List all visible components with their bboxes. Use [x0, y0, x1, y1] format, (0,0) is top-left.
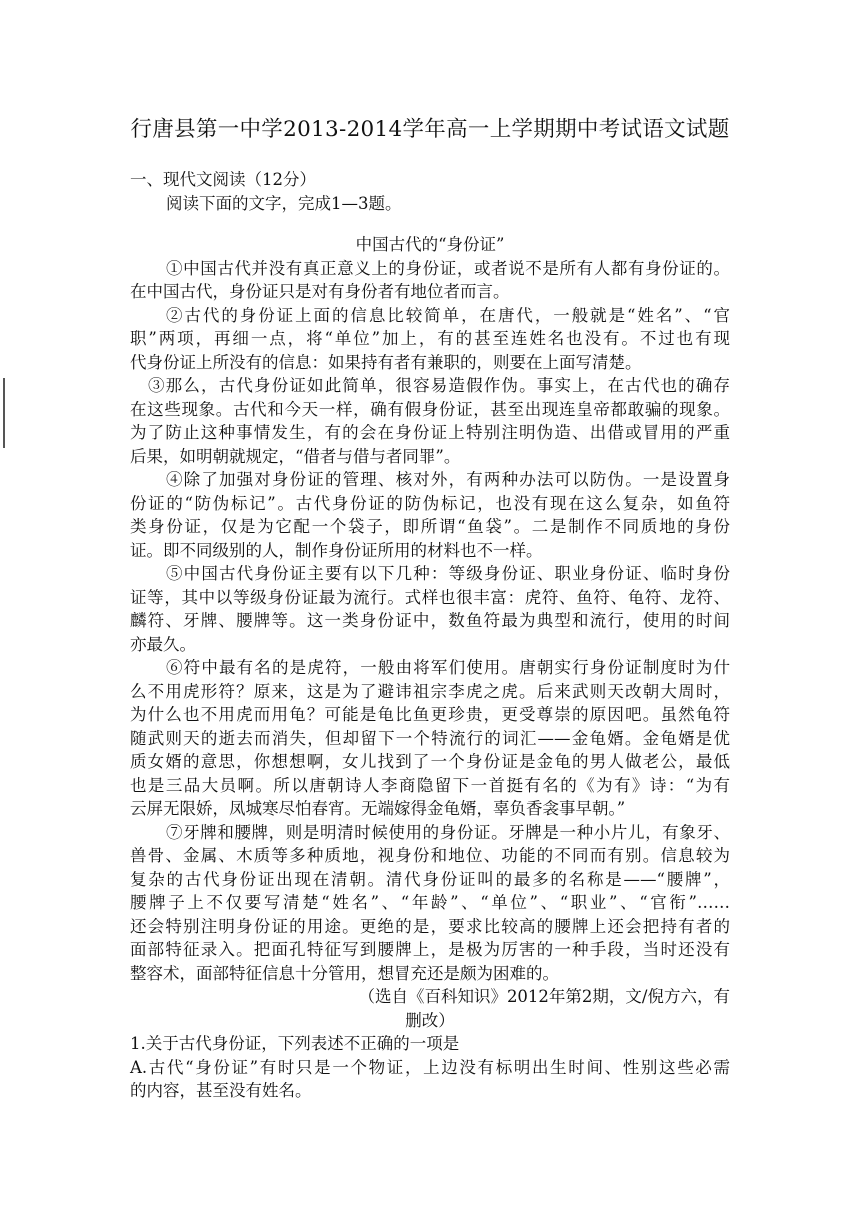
paragraph-line: 份证的“防伪标记”。古代身份证的防伪标记，也没有现在这么复杂，如鱼符 — [130, 493, 730, 513]
margin-mark — [3, 378, 5, 448]
article-source-cont: 删改） — [405, 1010, 455, 1030]
paragraph-line: 为了防止这种事情发生，有的会在身份证上特别注明伪造、出借或冒用的严重 — [130, 423, 730, 442]
paragraph-line: 职”两项，再细一点，将“单位”加上，有的甚至连姓名也没有。不过也有现 — [130, 329, 730, 348]
document-body — [130, 168, 730, 1103]
paragraph-line: 类身份证，仅是为它配一个袋子，即所谓“鱼袋”。二是制作不同质地的身份 — [130, 517, 730, 536]
paragraph-line: 在这些现象。古代和今天一样，确有假身份证，甚至出现连皇帝都敢骗的现象。 — [130, 399, 730, 419]
paragraph-line: 证。即不同级别的人，制作身份证所用的材料也不一样。 — [130, 540, 543, 560]
paragraph-line: ⑦牙牌和腰牌，则是明清时候使用的身份证。牙牌是一种小片儿，有象牙、 — [166, 822, 730, 842]
paragraph-line: 证等，其中以等级身份证最为流行。式样也很丰富：虎符、鱼符、龟符、龙符、 — [130, 587, 730, 607]
paragraph-line: ②古代的身份证上面的信息比较简单，在唐代，一般就是“姓名”、“官 — [166, 305, 730, 325]
article-title: 中国古代的“身份证” — [355, 235, 505, 254]
paragraph-line: 复杂的古代身份证出现在清朝。清代身份证叫的最多的名称是——“腰牌”， — [130, 869, 730, 889]
option-a: A.古代“身份证”有时只是一个物证，上边没有标明出生时间、性别这些必需 — [130, 1057, 730, 1077]
paragraph-line: ④除了加强对身份证的管理、核对外，有两种办法可以防伪。一是设置身 — [166, 470, 730, 489]
paragraph-line: 为什么也不用虎而用龟？可能是龟比鱼更珍贵，更受尊崇的原因吧。虽然龟符 — [130, 705, 730, 724]
paragraph-line: 代身份证上所没有的信息：如果持有者有兼职的，则要在上面写清楚。 — [130, 352, 642, 372]
paragraph-line: 也是三品大员啊。所以唐朝诗人李商隐留下一首挺有名的《为有》诗：“为有 — [130, 775, 730, 795]
section-instruction: 阅读下面的文字，完成1—3题。 — [166, 193, 402, 213]
paragraph-line: 后果，如明朝就规定，“借者与借与者同罪”。 — [130, 446, 461, 466]
paragraph-line: ①中国古代并没有真正意义上的身份证，或者说不是所有人都有身份证的。 — [166, 258, 730, 278]
section-heading: 一、现代文阅读（12分） — [130, 170, 316, 189]
option-a-cont: 的内容，甚至没有姓名。 — [130, 1081, 312, 1100]
paragraph-line: ③那么，古代身份证如此简单，很容易造假作伪。事实上，在古代也的确存 — [148, 376, 730, 395]
paragraph-line: 亦最久。 — [130, 634, 196, 654]
paragraph-line: 腰牌子上不仅要写清楚“姓名”、“年龄”、“单位”、“职业”、“官衔”…… — [130, 893, 730, 912]
paragraph-line: 在中国古代，身份证只是对有身份者有地位者而言。 — [130, 282, 510, 301]
article-source: （选自《百科知识》2012年第2期，文/倪方六，有 — [358, 987, 730, 1006]
page-title: 行唐县第一中学2013-2014学年高一上学期期中考试语文试题 — [130, 117, 730, 142]
paragraph-line: 么不用虎形符？原来，这是为了避讳祖宗李虎之虎。后来武则天改朝大周时， — [130, 681, 730, 701]
paragraph-line: 云屏无限娇，凤城寒尽怕春宵。无端嫁得金龟婿，辜负香衾事早朝。” — [130, 799, 626, 818]
paragraph-line: 整容术，面部特征信息十分管用，想冒充还是颇为困难的。 — [130, 963, 559, 983]
paragraph-line: ⑥符中最有名的是虎符，一般由将军们使用。唐朝实行身份证制度时为什 — [166, 658, 730, 677]
paragraph-line: 质女婿的意思，你想想啊，女儿找到了一个身份证是金龟的男人做老公，最低 — [130, 752, 730, 771]
paragraph-line: 随武则天的逝去而消失，但却留下一个特流行的词汇——金龟婿。金龟婿是优 — [130, 728, 730, 748]
paragraph-line: 麟符、牙牌、腰牌等。这一类身份证中，数鱼符最为典型和流行，使用的时间 — [130, 611, 730, 630]
paragraph-line: 还会特别注明身份证的用途。更绝的是，要求比较高的腰牌上还会把持有者的 — [130, 916, 730, 936]
question-stem: 1.关于古代身份证，下列表述不正确的一项是 — [130, 1034, 460, 1053]
paragraph-line: 面部特征录入。把面孔特征写到腰牌上，是极为厉害的一种手段，当时还没有 — [130, 940, 730, 959]
spacer — [130, 215, 730, 233]
paragraph-line: ⑤中国古代身份证主要有以下几种：等级身份证、职业身份证、临时身份 — [166, 564, 730, 583]
paragraph-line: 兽骨、金属、木质等多种质地，视身份和地位、功能的不同而有别。信息较为 — [130, 846, 730, 865]
